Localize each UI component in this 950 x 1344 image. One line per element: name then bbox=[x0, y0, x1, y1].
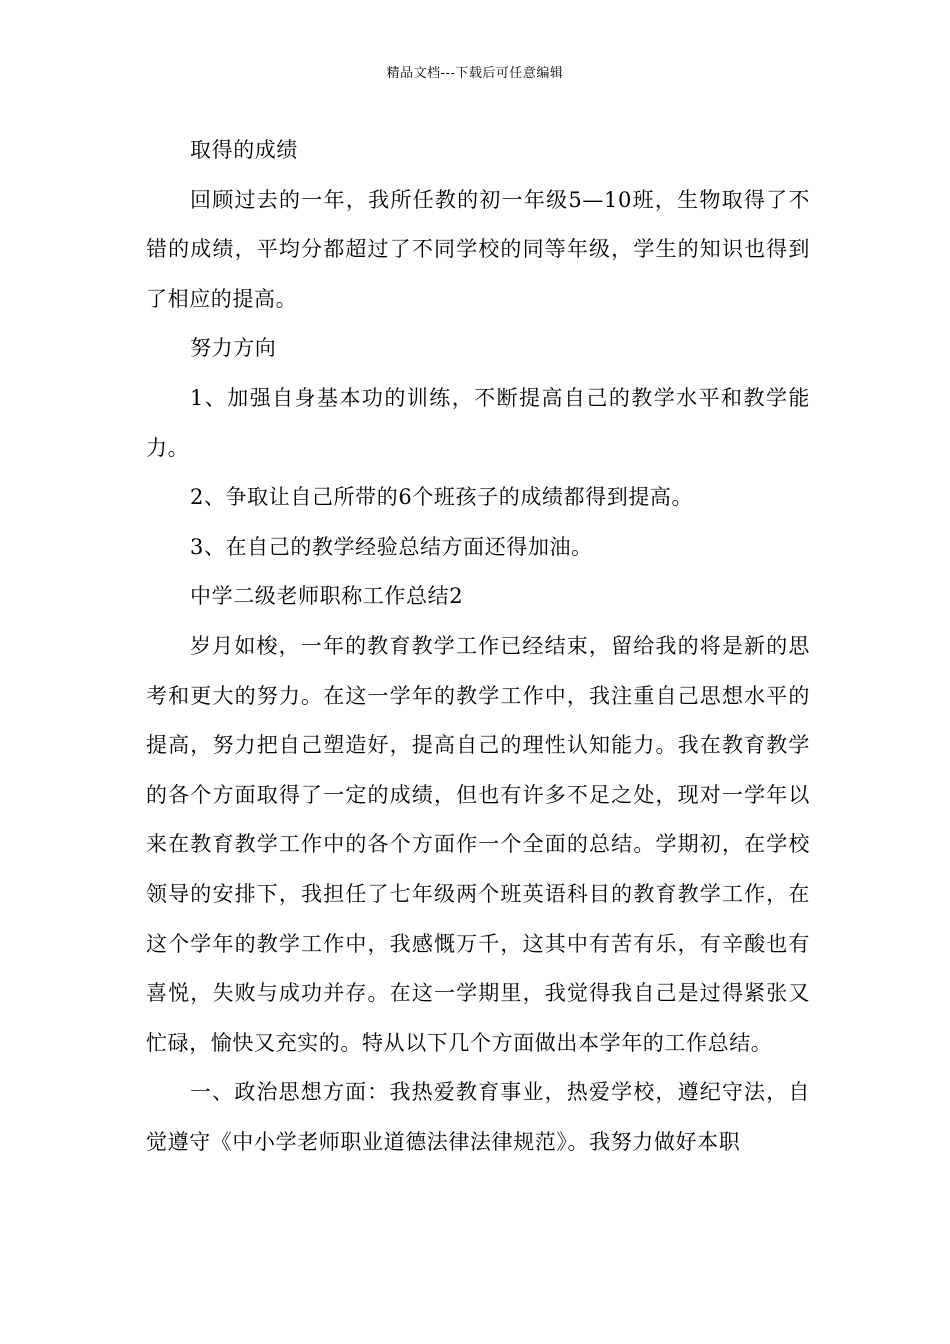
section-heading-achievements: 取得的成绩 bbox=[190, 138, 298, 162]
list-item-3: 3、在自己的教学经验总结方面还得加油。 bbox=[190, 534, 593, 559]
document-body bbox=[146, 126, 810, 1167]
list-item-1: 1、加强自身基本功的训练，不断提高自己的教学水平和教学能力。 bbox=[146, 385, 810, 460]
list-item-2: 2、争取让自己所带的6个班孩子的成绩都得到提高。 bbox=[190, 485, 694, 510]
paragraph-political: 一、政治思想方面：我热爱教育事业，热爱学校，遵纪守法，自觉遵守《中小学老师职业道德法律法律规范》。我努力做好本职 bbox=[146, 1080, 810, 1154]
paragraph-review: 回顾过去的一年，我所任教的初一年级5—10班，生物取得了不错的成绩，平均分都超过了不同学校的同等年级，学生的知识也得到了相应的提高。 bbox=[146, 187, 810, 311]
section-title-summary-2: 中学二级老师职称工作总结2 bbox=[190, 584, 464, 609]
page-header: 精品文档---下载后可任意编辑 bbox=[386, 66, 564, 81]
paragraph-intro: 岁月如梭，一年的教育教学工作已经结束，留给我的将是新的思考和更大的努力。在这一学年的教学工作中，我注重自己思想水平的提高，努力把自己塑造好，提高自己的理性认知能力。我在教育教学的各个方面取得了一定的成绩，但也有许多不足之处，现对一学年以来在教育教学工作中的各个方面作一个全面的总结。学期初，在学校领导的安排下，我担任了七年级两个班英语科目的教育教学工作，在这个学年的教学工作中，我感慨万千，这其中有苦有乐，有辛酸也有喜悦，失败与成功并存。在这一学期里，我觉得我自己是过得紧张又忙碌，愉快又充实的。特从以下几个方面做出本学年的工作总结。 bbox=[146, 633, 810, 1055]
section-heading-direction: 努力方向 bbox=[190, 336, 277, 361]
